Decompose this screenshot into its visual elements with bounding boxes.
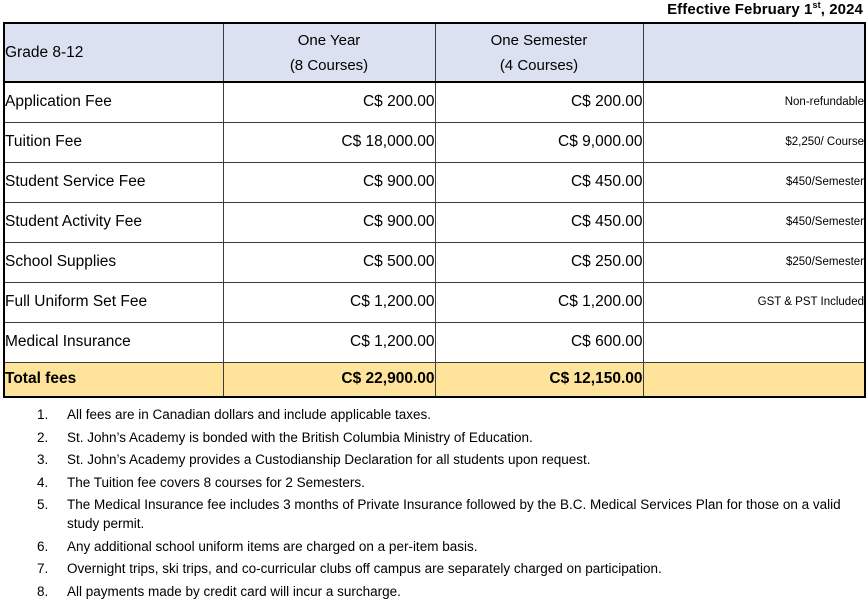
footnote xyxy=(0,582,845,601)
header-one-year-line1: One Year xyxy=(297,31,361,49)
title-prefix: Effective February 1 xyxy=(667,1,813,18)
footnote xyxy=(0,450,845,469)
footnote xyxy=(0,405,845,424)
fee-semester-amount: C$ 200.00 xyxy=(435,82,643,122)
total-year-amount: C$ 22,900.00 xyxy=(223,362,435,397)
footnote-number: 5. xyxy=(37,497,49,512)
fee-year-amount: C$ 500.00 xyxy=(223,242,435,282)
fee-semester-amount: C$ 250.00 xyxy=(435,242,643,282)
table-header-row xyxy=(4,23,865,82)
footnote-text: All payments made by credit card will incur a surcharge. xyxy=(67,583,401,599)
fee-label: School Supplies xyxy=(4,242,223,282)
fee-label: Student Activity Fee xyxy=(4,202,223,242)
footnote-text: Any additional school uniform items are charged on a per-item basis. xyxy=(67,538,478,554)
fee-note: GST & PST Included xyxy=(643,282,865,322)
footnote xyxy=(0,428,845,447)
fee-note: $450/Semester xyxy=(643,162,865,202)
footnote xyxy=(0,537,845,556)
fee-label: Full Uniform Set Fee xyxy=(4,282,223,322)
footnote-number: 2. xyxy=(37,429,49,445)
fee-note: $450/Semester xyxy=(643,202,865,242)
fee-year-amount: C$ 1,200.00 xyxy=(223,322,435,362)
fee-note: $2,250/ Course xyxy=(643,122,865,162)
fee-label: Medical Insurance xyxy=(4,322,223,362)
total-semester-amount: C$ 12,150.00 xyxy=(435,362,643,397)
fee-semester-amount: C$ 1,200.00 xyxy=(435,282,643,322)
table-row xyxy=(4,242,865,282)
fee-semester-amount: C$ 9,000.00 xyxy=(435,122,643,162)
table-row xyxy=(4,122,865,162)
footnote-text: All fees are in Canadian dollars and include applicable taxes. xyxy=(67,407,431,422)
fee-label: Application Fee xyxy=(4,82,223,122)
header-one-semester xyxy=(435,23,643,82)
fee-table xyxy=(3,22,866,398)
title-suffix: , 2024 xyxy=(820,1,863,18)
footnote-number: 6. xyxy=(37,538,49,554)
table-row xyxy=(4,82,865,122)
footnote-text: Overnight trips, ski trips, and co-curricular clubs off campus are separately charged on participation. xyxy=(67,561,662,576)
table-row xyxy=(4,162,865,202)
footnote-number: 1. xyxy=(37,407,49,422)
table-row xyxy=(4,282,865,322)
footnote xyxy=(0,473,845,492)
footnote-number: 4. xyxy=(37,474,49,490)
footnote xyxy=(0,559,845,578)
footnote-text: St. John’s Academy provides a Custodianship Declaration for all students upon request. xyxy=(67,452,591,467)
total-label: Total fees xyxy=(4,362,223,397)
footnote-text: The Tuition fee covers 8 courses for 2 Semesters. xyxy=(67,474,365,490)
fee-semester-amount: C$ 600.00 xyxy=(435,322,643,362)
title-superscript: st xyxy=(812,0,821,10)
table-row xyxy=(4,202,865,242)
fee-note xyxy=(643,322,865,362)
table-row xyxy=(4,322,865,362)
footnote-number: 3. xyxy=(37,452,49,467)
header-one-semester-line1: One Semester xyxy=(490,31,588,49)
fee-year-amount: C$ 900.00 xyxy=(223,162,435,202)
total-note xyxy=(643,362,865,397)
fee-label: Tuition Fee xyxy=(4,122,223,162)
header-one-year xyxy=(223,23,435,82)
fee-year-amount: C$ 200.00 xyxy=(223,82,435,122)
fee-note: Non-refundable xyxy=(643,82,865,122)
header-notes-column xyxy=(643,23,865,82)
fee-year-amount: C$ 900.00 xyxy=(223,202,435,242)
footnote-number: 8. xyxy=(37,583,49,599)
fee-year-amount: C$ 18,000.00 xyxy=(223,122,435,162)
footnotes-list xyxy=(0,405,845,601)
fee-year-amount: C$ 1,200.00 xyxy=(223,282,435,322)
effective-date-title xyxy=(667,1,863,18)
header-grade: Grade 8-12 xyxy=(4,23,223,82)
total-row xyxy=(4,362,865,397)
footnote-text: St. John’s Academy is bonded with the British Columbia Ministry of Education. xyxy=(67,429,533,445)
fee-semester-amount: C$ 450.00 xyxy=(435,202,643,242)
header-one-year-line2: (8 Courses) xyxy=(289,56,369,74)
footnote-number: 7. xyxy=(37,561,49,576)
fee-label: Student Service Fee xyxy=(4,162,223,202)
footnote-text: The Medical Insurance fee includes 3 months of Private Insurance followed by the B.C. Medical Services Plan for those on a valid study permit. xyxy=(67,497,841,531)
fee-semester-amount: C$ 450.00 xyxy=(435,162,643,202)
fee-note: $250/Semester xyxy=(643,242,865,282)
footnote xyxy=(0,495,845,533)
header-one-semester-line2: (4 Courses) xyxy=(499,56,579,74)
